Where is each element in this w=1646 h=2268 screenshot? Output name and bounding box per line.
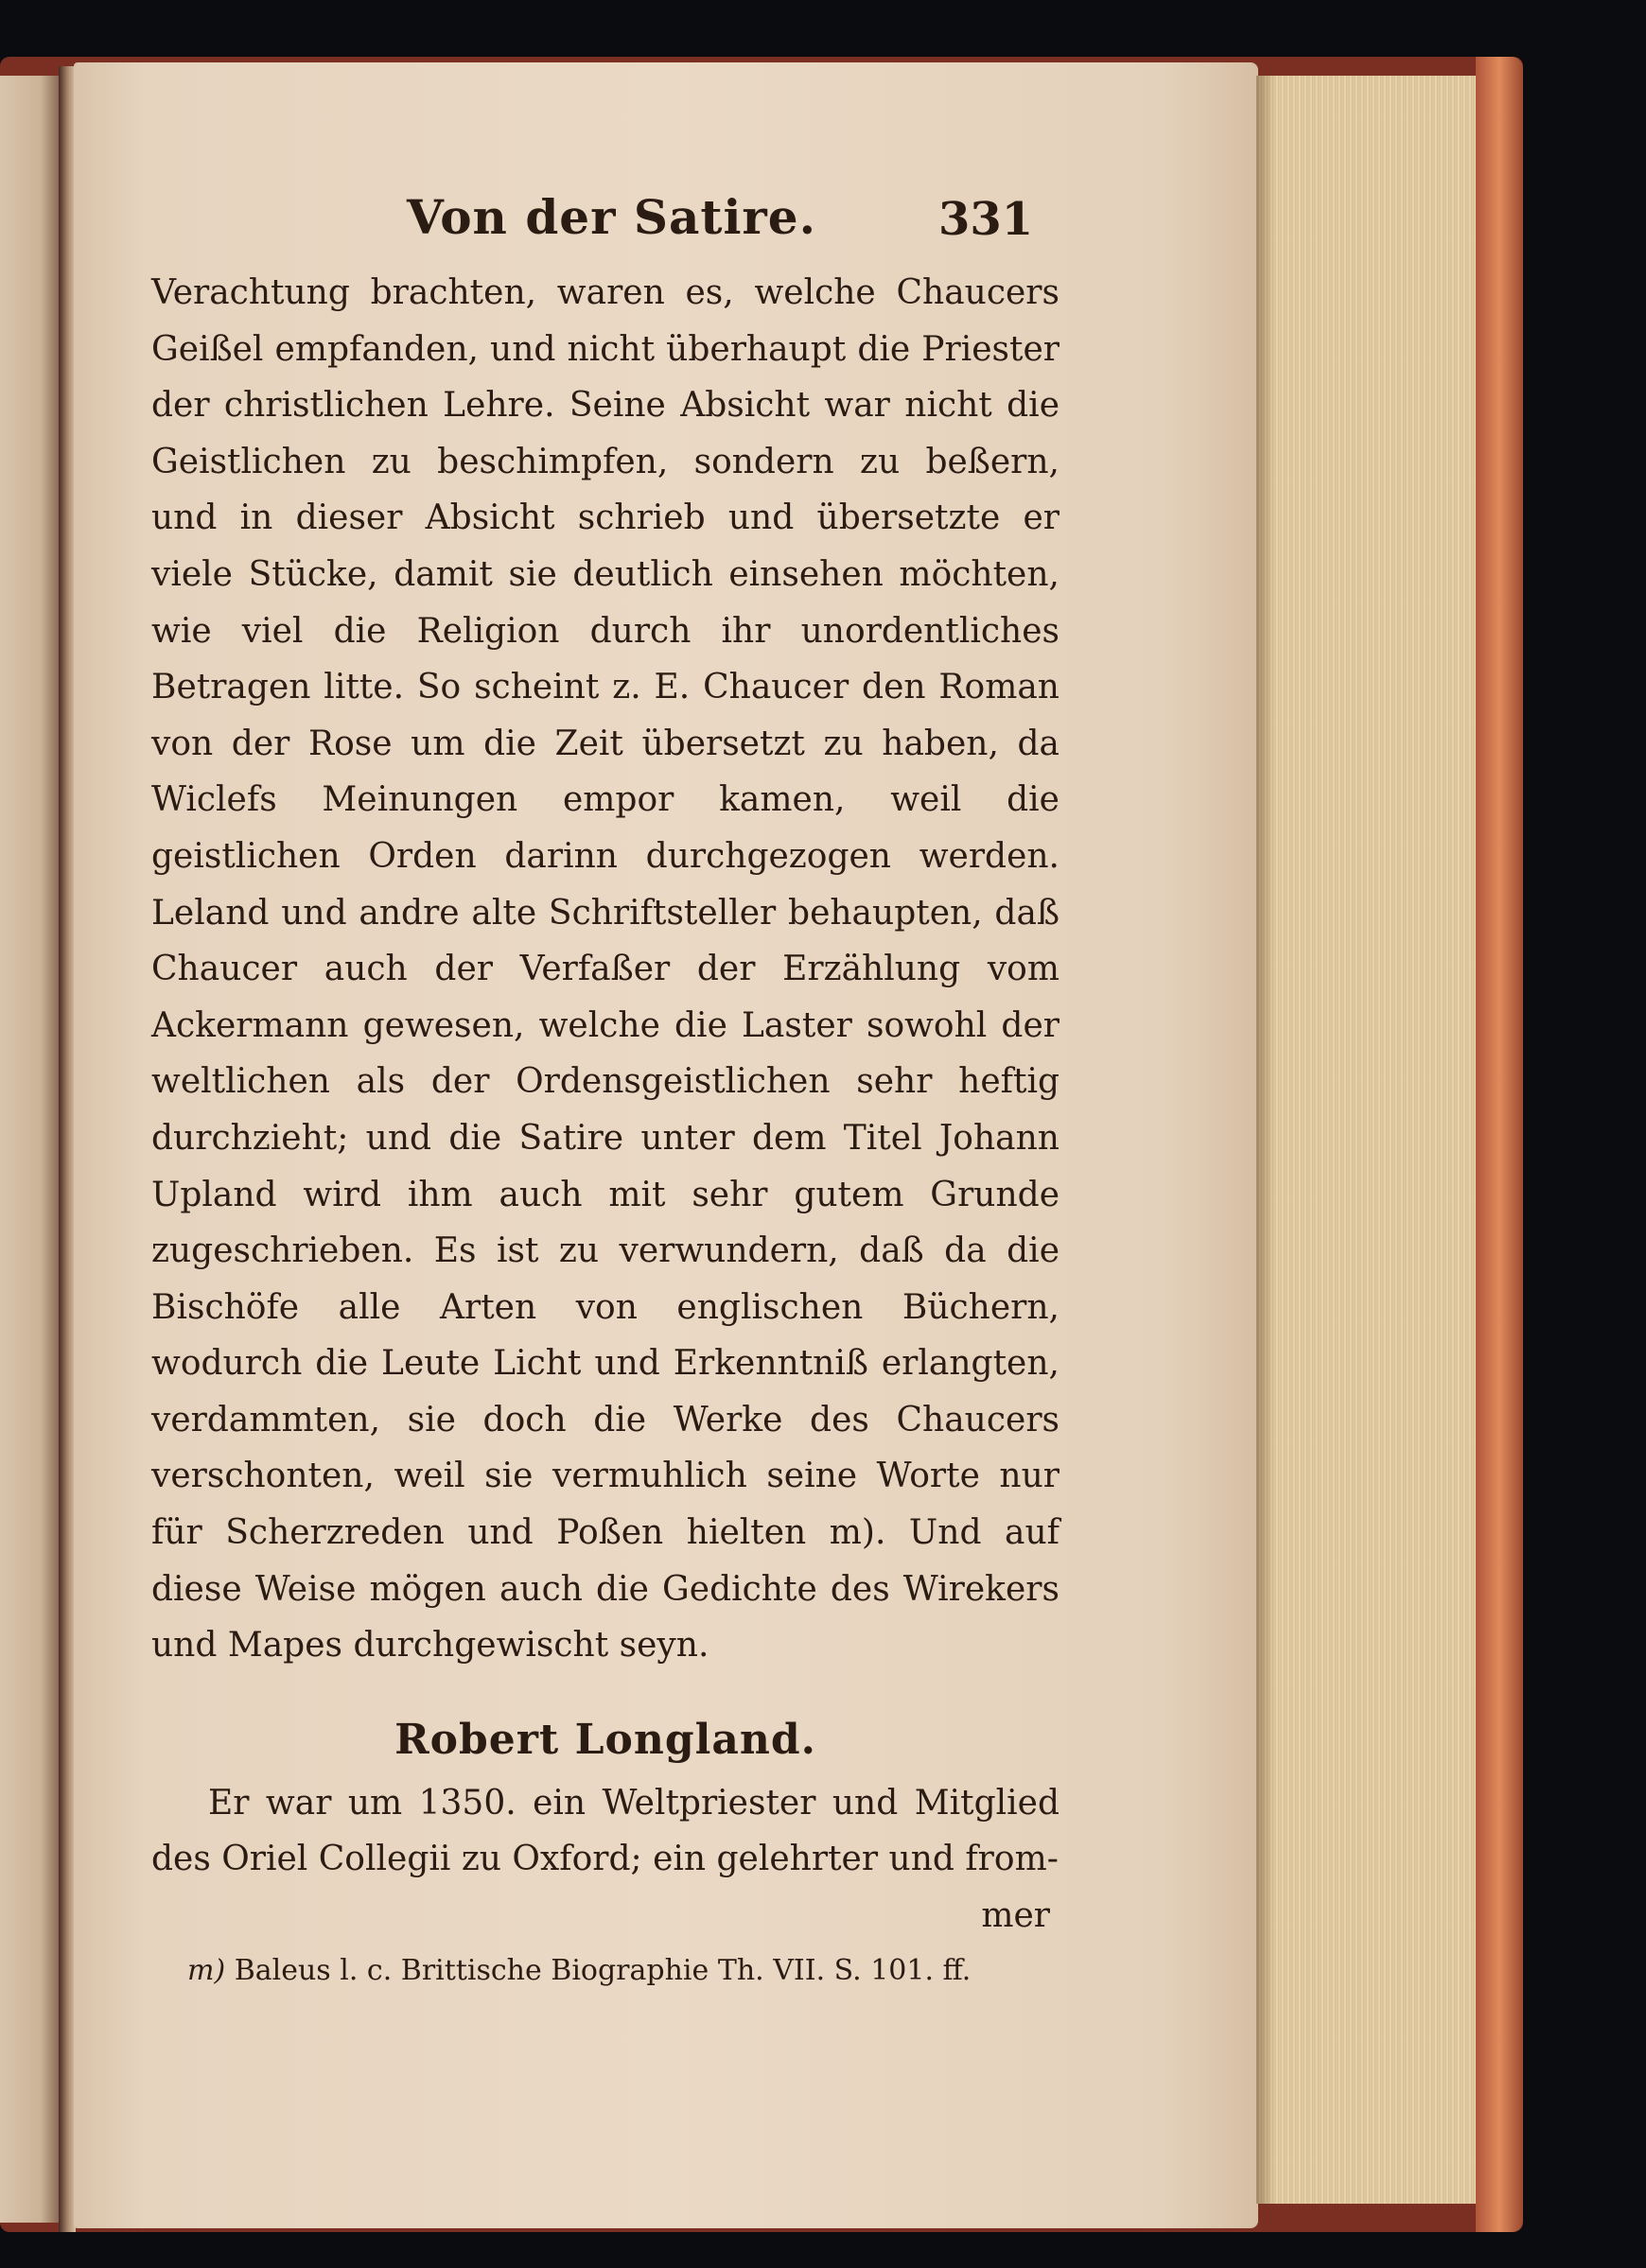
paragraph: Er war um 1350. ein Weltpriester und Mitglied des Oriel Collegii zu Oxford; ein gelehrter und from-	[151, 1783, 1059, 1879]
facing-page-edge	[0, 76, 59, 2223]
paragraph: Verachtung brachten, waren es, welche Chaucers Geißel empfanden, und nicht überhaupt die Priester der christlichen Lehre. Seine Absicht war nicht die Geistlichen zu beschimpfen, sondern zu beßern, und in dieser Absicht schrieb und übersetzte er viele Stücke, damit sie deutlich einsehen möchten, wie viel die Religion durch ihr unordentliches Betragen litte. So scheint z. E. Chaucer den Roman von der Rose um die Zeit übersetzt zu haben, da Wiclefs Meinungen empor kamen, weil die geistlichen Orden darinn durchgezogen werden. Leland und andre alte Schriftsteller behaupten, daß Chaucer auch der Verfaßer der Erzählung vom Ackermann gewesen, welche die Laster sowohl der weltlichen als der Ordensgeistlichen sehr heftig durchzieht; und die Satire unter dem Titel Johann Upland wird ihm auch mit sehr gutem Grunde zugeschrieben. Es ist zu verwundern, daß da die Bischöfe alle Arten von englischen Büchern, wodurch die Leute Licht und Erkenntniß erlangten, verdammten, sie doch die Werke des Chaucers verschonten, weil sie vermuhlich seine Worte nur für Scherzreden und Poßen hielten m). Und auf diese Weise mögen auch die Gedichte des Wirekers und Mapes durchgewischt seyn.	[151, 273, 1059, 1666]
footnote-marker: m)	[187, 1953, 226, 1987]
page-edges	[1256, 76, 1493, 2204]
page-edge-shadow	[1256, 76, 1275, 2204]
section-heading: Robert Longland.	[394, 1715, 816, 1764]
running-header	[151, 189, 1059, 265]
running-title: Von der Satire.	[407, 189, 816, 245]
page-number: 331	[938, 193, 1034, 246]
footnote	[151, 1954, 1059, 1987]
footnote-text: Baleus l. c. Brittische Biographie Th. VII. S. 101. ff.	[234, 1953, 972, 1987]
body-text	[151, 265, 1059, 1945]
book-cover-edge	[1476, 57, 1523, 2232]
catchword: mer	[981, 1896, 1050, 1936]
page-content	[151, 189, 1059, 1987]
